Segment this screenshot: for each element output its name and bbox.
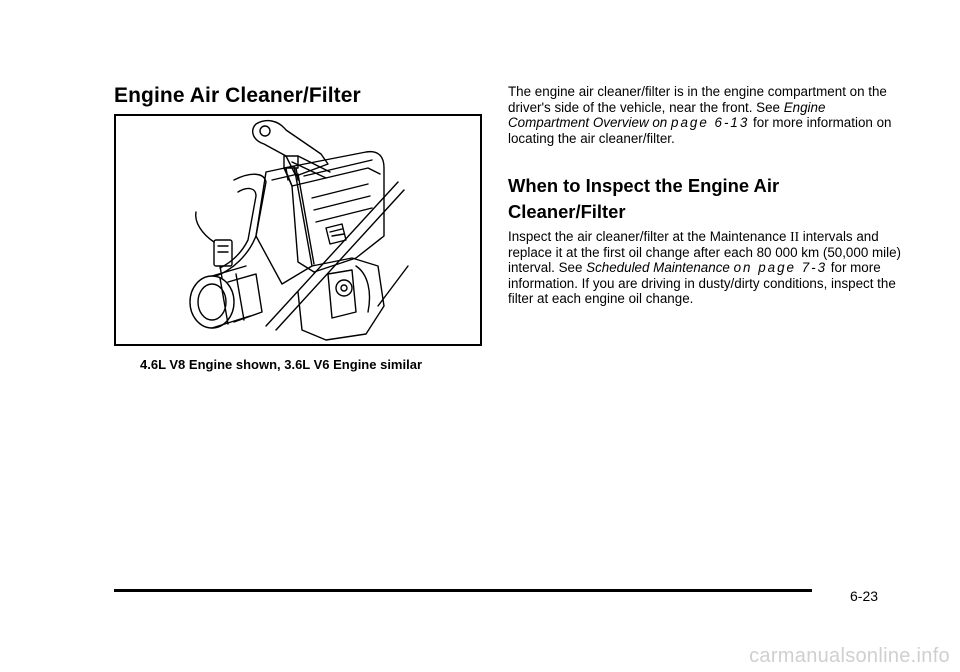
location-text: The engine air cleaner/filter is in the engine compartment on the driver's side of the vehicle, near the front. See: [508, 84, 887, 115]
inspect-heading: When to Inspect the Engine Air Cleaner/Filter: [508, 175, 780, 222]
location-text-after: for more information on locating the air cleaner/filter.: [508, 115, 892, 146]
ref-text-a[interactable]: Engine Compartment Overview on: [508, 99, 826, 131]
inspect-text: Inspect the air cleaner/filter at the Maintenance: [508, 229, 791, 244]
footer-rule: [114, 589, 812, 592]
inspect-paragraph: [508, 229, 903, 307]
page-number: 6-23: [850, 588, 879, 604]
ref-text-a2[interactable]: Scheduled Maintenance: [586, 260, 730, 276]
scheduled-maintenance-link[interactable]: [586, 260, 827, 275]
location-paragraph: [508, 84, 903, 146]
engine-air-cleaner-illustration: [114, 114, 482, 346]
watermark: carmanualsonline.info: [749, 645, 950, 667]
inspect-text-2: intervals and replace it at the first oil change after each 80 000 km (50,000 mile) interval. See: [508, 229, 902, 276]
ref-text-b[interactable]: page 6-13: [671, 115, 750, 131]
inspect-text-after: for more information. If you are driving in dusty/dirty conditions, inspect the filter at each engine oil change.: [508, 260, 896, 307]
air-cleaner-drawing: [116, 116, 480, 344]
section-heading: Engine Air Cleaner/Filter: [114, 84, 361, 107]
maintenance-symbol: II: [790, 229, 800, 244]
ref-text-b2[interactable]: on page 7-3: [733, 260, 828, 276]
figure-caption: 4.6L V8 Engine shown, 3.6L V6 Engine similar: [140, 357, 423, 372]
